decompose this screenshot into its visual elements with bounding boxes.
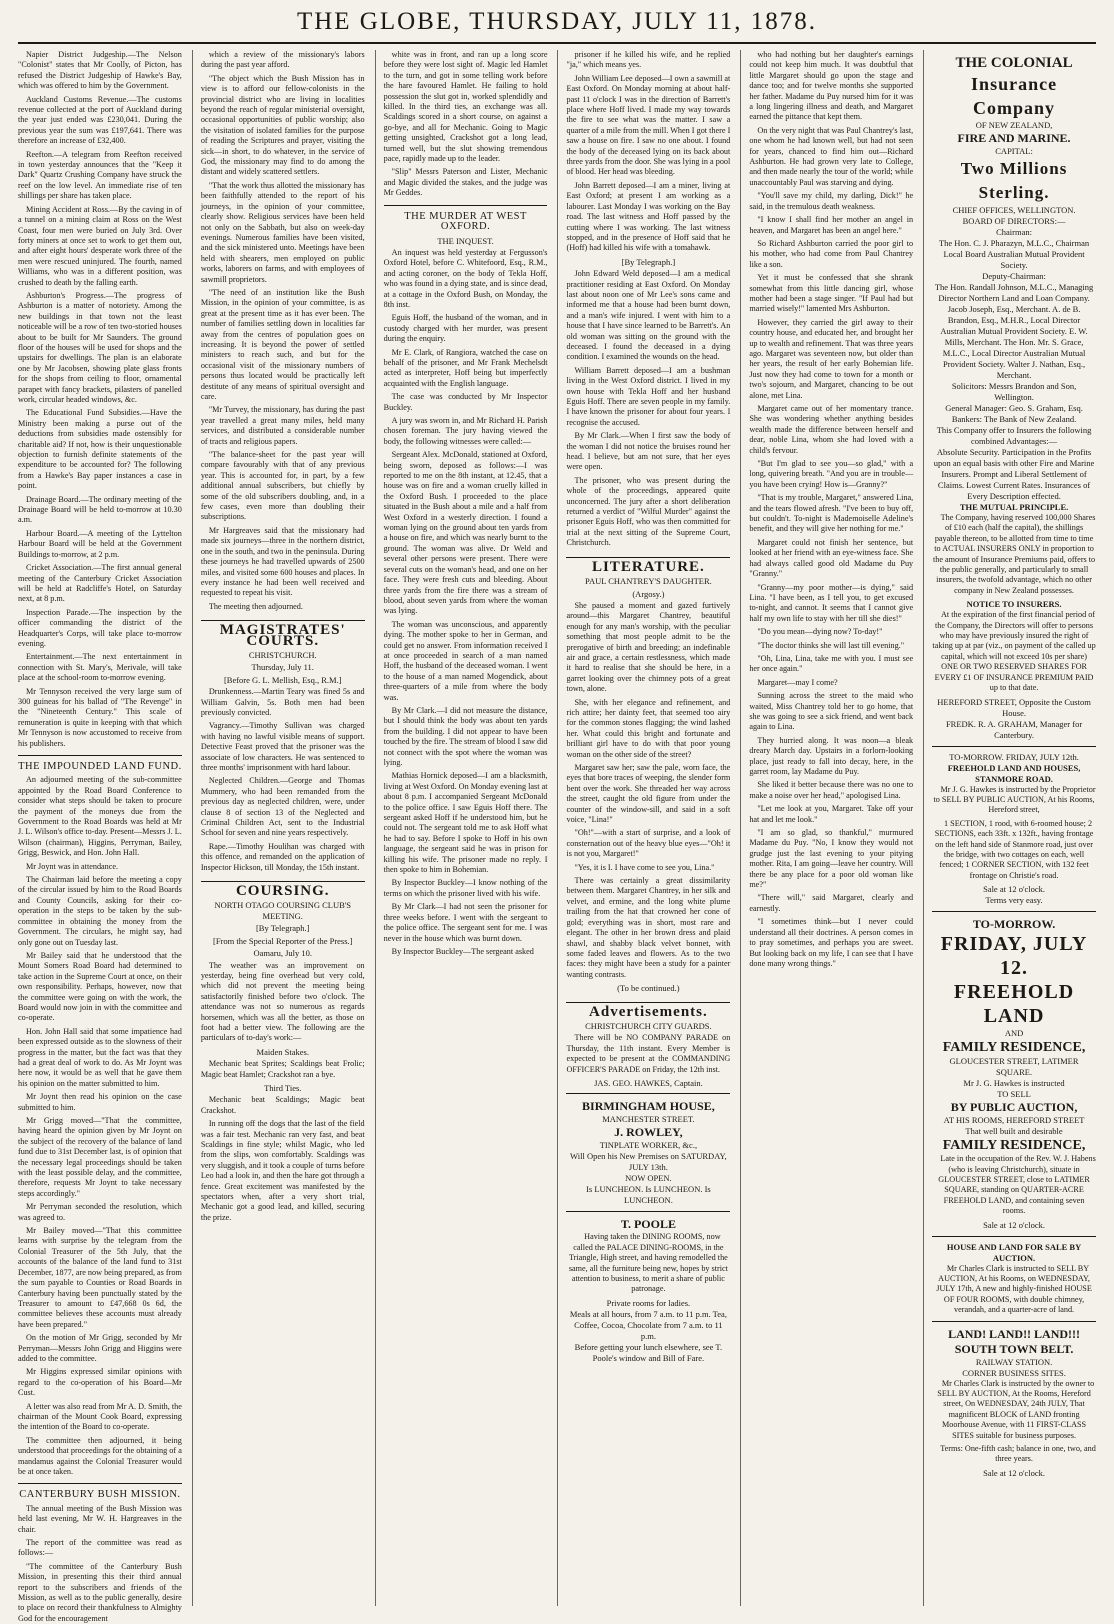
advert-title: FRIDAY, JULY 12.	[940, 933, 1088, 980]
article-paragraph: Hon. John Hall said that some impatience had been expressed outside as to the slowness of their progress in the matter, but the fact was that they had a great deal of work to do. As Mr Joynt was here now, it would be as well that he gave them his opinion on the matter submitted to him.	[18, 1026, 182, 1088]
advert-text: Terms: One-fifth cash; balance in one, two, and three years.	[940, 1444, 1096, 1464]
article-paragraph: "That is my trouble, Margaret," answered Lina, and the tears flowed afresh. "I've been to buy off, but couldn't. To-night is Mademoiselle Adeline's benefit, and they will give her nothing for me."	[749, 493, 914, 534]
subheading: [By Telegraph.]	[255, 923, 310, 934]
subheading: CHRISTCHURCH CITY GUARDS.	[585, 1020, 712, 1031]
article-paragraph: John Edward Weld deposed—I am a medical practitioner residing at East Oxford. On Monday last about noon one of Mr Lee's sons came and informed me that a house had been burnt down, and a man's wife injured. I went with him to a house that I have since learned to be Barrett's. An old woman was sitting on the ground with the deceased. I found the deceased in a dying condition. I examined the wounds on the head.	[566, 269, 731, 362]
article-paragraph: "Slip" Messrs Paterson and Lister, Mechanic and Magic divided the stakes, and the judge was Mr Geddes.	[383, 167, 548, 198]
section-heading: LITERATURE.	[566, 557, 730, 572]
advert-text: Absolute Security. Participation in the Profits upon an equal basis with other Fire and Marine Insurers. Prompt and Liberal Settlement of Claims. Lowest Current Rates. Insurances of Every Description effected.	[933, 447, 1095, 501]
subheading: [From the Special Reporter of the Press.]	[212, 935, 353, 946]
column-6	[923, 50, 1096, 1606]
advert-text: At the expiration of the first financial period of the Company, the Directors will offer to persons who may have previously insured the right of taking up at par (viz., on payment of the called up capital, which will not exceed 10s per share) ONE OR TWO RESERVED SHARES FOR EVERY £1 OF INSURANCE PREMIUM PAID up to that date.	[932, 610, 1096, 693]
article-paragraph: Margaret—may I come?	[757, 677, 838, 687]
article-paragraph: prisoner if he killed his wife, and he replied "ja," which means yes.	[566, 50, 731, 70]
advert-title: Insurance Company	[971, 74, 1058, 118]
article-paragraph: John William Lee deposed—I own a sawmill at East Oxford. On Monday morning at about half-past 11 o'clock I was in the direction of Barrett's place where Hoff lived. I made my way towards the fire to see what was the matter. I saw a quarter of a mile from the mill. When I got there I saw a house on fire. I saw no one about. I found the body of the deceased lying on its back about three yards from the door. She was lying in a pool of blood. Her head was bleeding.	[566, 73, 731, 177]
article-paragraph: Drainage Board.—The ordinary meeting of the Drainage Board will be held to-morrow at 10.30 a.m.	[18, 494, 182, 525]
article-paragraph: The woman was unconscious, and apparently dying. The mother spoke to her in German, and could get no answer. From information received I at once proceeded in search of a man named Hoff, the husband of the deceased woman. I went to the house of a man named Mogendick, about three-quarters of a mile from where the body was.	[383, 619, 548, 702]
article-paragraph: Mr Hargreaves said that the missionary had made six journeys—three in the northern district, one in the south, and two in the peninsula. During these journeys he had travelled upwards of 2500 miles, and visited some 600 houses and places. In every instance he had been well received and requested to repeat his visit.	[200, 525, 365, 598]
article-paragraph: Auckland Customs Revenue.—The customs revenue collected at the port of Auckland during the year just ended was £230,041. During the previous year the sum was £197,641. There was therefore an increase of £32,400.	[18, 94, 182, 146]
article-paragraph: The Educational Fund Subsidies.—Have the Ministry been making a purse out of the deductions from subsidies made ostensibly for charitable aid? If not, how is their unquestionable objection to furnish definite statements of the expenditure to be accounted for? The following from a Hawke's Bay paper instances a case in point.	[18, 408, 182, 491]
advert-text: Is LUNCHEON. Is LUNCHEON. Is LUNCHEON.	[586, 1184, 711, 1206]
advert-title: FAMILY RESIDENCE,	[942, 1138, 1086, 1154]
article-paragraph: "Granny—my poor mother—is dying," said Lina. "I have been, as I tell you, to get excused to-night, and cannot. It seems that I cannot give half my own life to stay with her till she dies!"	[749, 582, 914, 623]
divider	[932, 746, 1096, 747]
article-paragraph: "I sometimes think—but I never could understand all their doctrines. A person comes in to pray sometimes, and perhaps you are sweet. But looking back on my life, I can see that I have done many wrong things."	[749, 917, 914, 968]
article-paragraph: Mr Grigg moved—"That the committee, having heard the opinion given by Mr Joynt on the subject of the recovery of the balance of land fund due to 31st December last, is of opinion that the necessary legal proceedings should be taken with the least possible delay, and the committee, therefore, requests Mr Joynt to take necessary steps accordingly."	[18, 1116, 182, 1198]
subheading: Oamaru, July 10.	[253, 948, 313, 959]
advert-text: There will be NO COMPANY PARADE on Thursday, the 11th instant. Every Member is expected to be present at the COMMANDING OFFICER'S PARADE on Friday, the 12th inst.	[566, 1033, 731, 1074]
advert-text: Private rooms for ladies.	[606, 1297, 691, 1308]
advert-text: BY PUBLIC AUCTION,	[950, 1100, 1078, 1115]
advert-text: Chairman:	[996, 227, 1032, 237]
subheading: [Before G. L. Mellish, Esq., R.M.]	[223, 674, 342, 685]
article-paragraph: Rape.—Timothy Houlihan was charged with this offence, and remanded on the application of Inspector Hickson, till Monday, the 15th instant.	[200, 841, 365, 872]
advert-title: LAND! LAND!! LAND!!!	[948, 1326, 1081, 1341]
article-paragraph: Harbour Board.—A meeting of the Lyttelton Harbour Board will be held at the Government Buildings to-morrow, at 2 p.m.	[18, 528, 182, 559]
article-paragraph: "Do you mean—dying now? To-day!"	[757, 627, 883, 637]
advert-text: NOTICE TO INSURERS.	[966, 599, 1062, 610]
advert-subtitle: MANCHESTER STREET.	[602, 1114, 695, 1125]
article-paragraph: Neglected Children.—George and Thomas Mummery, who had been remanded from the previous day as neglected children, were, under clause 8 of section 13 of the Neglected and Criminal Children Act, sent to the Industrial School for seven and nine years respectively.	[200, 776, 365, 838]
article-paragraph: Mr Joynt was in attendance.	[26, 861, 119, 871]
columns	[18, 50, 1096, 1623]
advert-text: GLOUCESTER STREET, LATIMER SQUARE.	[949, 1056, 1079, 1078]
article-paragraph: She liked it better because there was no one to make a noise over her head," apologised Lina.	[749, 780, 914, 800]
advert-house-and-land	[932, 1236, 1096, 1479]
article-paragraph: The annual meeting of the Bush Mission was held last evening, Mr W. H. Hargreaves in the chair.	[18, 1503, 182, 1534]
article-paragraph: They hurried along. It was noon—a bleak dreary March day. Upstairs in a forlorn-looking place, just ready to fall into decay, here, in the garret room, lay Madame du Puy.	[749, 735, 914, 776]
article-paragraph: "The need of an institution like the Bush Mission, in the opinion of your committee, is as great at the present time as it has ever been. The number of families settling down in localities far away from the centres of population goes on increasing. It is beyond the power of settled ministers to reach such, and but for the occasional visit of the missionary numbers of persons thus located would be practically left destitute of any means of spiritual oversight and care.	[200, 287, 365, 401]
section-heading: THE MURDER AT WEST OXFORD.	[404, 210, 527, 233]
article-paragraph: In running off the dogs that the last of the field was a fair test. Mechanic ran very fast, and beat Scaldings in fine style; whilst Magic, who led from the slips, won comfortably. Scaldings was very sluggish, and it took a couple of turns before Leo had a look in, and then the hare got through a fence. Great excitement was manifested by the spectators when, after a very short trial, Mechanic got a good lead, and killed, securing the prize.	[200, 1119, 365, 1222]
divider	[932, 1321, 1096, 1322]
advert-text: The Company, having reserved 100,000 Shares of £10 each (half the capital), the shillings payable thereon, to be allotted from time to time to ACTUAL INSURERS ONLY in proportion to the amount of Insurance Premiums paid, offers to the public generally, and particularly to small insurers, the twofold advantage, which no other company in New Zealand possesses.	[932, 513, 1096, 595]
advert-title: FREEHOLD LAND	[953, 981, 1075, 1028]
advert-text: The Hon. C. J. Pharazyn, M.L.C., Chairman Local Board Australian Mutual Provident Society.	[938, 238, 1090, 270]
subheading: THE INQUEST.	[437, 235, 494, 246]
advert-poole	[566, 1211, 730, 1363]
article-paragraph: Cricket Association.—The first annual general meeting of the Canterbury Cricket Association will be held at Radcliffe's Hotel, on Saturday next, at 8 p.m.	[18, 563, 182, 604]
article-paragraph: By Inspector Buckley—The sergeant asked	[391, 946, 534, 956]
article-paragraph: Mr Perryman seconded the resolution, which was agreed to.	[18, 1202, 182, 1222]
article-paragraph: "But I'm glad to see you—so glad," with a long, quivering breath. "And you are in trouble—you have been crying! How is—Granny?"	[749, 459, 914, 489]
article-paragraph: However, they carried the girl away to their country house, and educated her, and brought her up to wealth and refinement. That was three years ago. Margaret was seventeen now, but older than her years, the result of her early Bohemian life. Just now they had come to town for a month or two's sojourn, and Margaret, chancing to be out alone, met Lina.	[749, 317, 914, 400]
advert-title: HOUSE AND LAND FOR SALE BY AUCTION.	[946, 1241, 1082, 1263]
article-paragraph: A letter was also read from Mr A. D. Smith, the chairman of the Mount Cook Board, expressing the intention of the Board to co-operate.	[18, 1401, 182, 1432]
advert-text: Solicitors: Messrs Brandon and Son, Wellington.	[951, 381, 1077, 402]
advert-text: Before getting your lunch elsewhere, see T. Poole's window and Bill of Fare.	[574, 1341, 723, 1363]
advert-text: Mr Charles Clark is instructed by the owner to SELL BY AUCTION, At the Rooms, Hereford street, On WEDNESDAY, 24th JULY, That magnificent BLOCK of LAND fronting Moorhouse Avenue, with 11 FIRST-CLASS SITES suitable for business purposes.	[937, 1378, 1095, 1440]
advert-text: Mr J. G. Hawkes is instructed by the Proprietor to SELL BY PUBLIC AUCTION, At his Rooms, Hereford street,	[933, 784, 1096, 815]
advert-colonial-insurance	[932, 54, 1096, 741]
advert-subtitle: FIRE AND MARINE.	[957, 131, 1071, 145]
article-paragraph: "I know I shall find her mother an angel in heaven, and Margaret has been an angel here."	[749, 215, 914, 235]
article-paragraph: "That the work thus allotted the missionary has been faithfully attended to the report of his journeys, in the opinion of your committee, clearly show. Religious services have been held not only on the Sabbath, but also on week-day evenings. Numerous families have been visited, and the sick ministered unto. Meetings have been held with shearers, men employed on public works, laborers on farms, and with employees of sawmill proprietors.	[200, 180, 365, 284]
column-3	[375, 50, 548, 1606]
advert-text: Terms very easy.	[985, 895, 1043, 906]
article-paragraph: Mr Bailey said that he understood that the Mount Somers Road Board had determined to take action in the Supreme Court at once, on their own responsibility. Perhaps, however, now that the committee were going on with the work, the Board would now join in with the committee and co-operate.	[18, 950, 182, 1023]
article-paragraph: Mr Tennyson received the very large sum of 300 guineas for his ballad of "The Revenge" in the "Nineteenth Century." This scale of remuneration is quite in keeping with that which Mr Tennyson is now accustomed to receive from his publishers.	[18, 686, 182, 748]
divider	[932, 911, 1096, 912]
advert-name: T. POOLE	[620, 1217, 676, 1232]
subheading: CHRISTCHURCH.	[248, 649, 317, 660]
article-paragraph: "You'll save my child, my darling, Dick!" he said, in the tremulous death weakness.	[749, 191, 914, 211]
advert-text: Meals at all hours, from 7 a.m. to 11 p.m. Tea, Coffee, Cocoa, Chocolate from 7 a.m. to 11 p.m.	[569, 1308, 727, 1341]
article-paragraph: "There will," said Margaret, clearly and earnestly.	[749, 893, 914, 913]
article-paragraph: So Richard Ashburton carried the poor girl to his mother, who had come from Paul Chantrey like a son.	[749, 238, 914, 269]
advert-text: That well built and desirable	[965, 1126, 1063, 1137]
article-paragraph: She, with her elegance and refinement, and rich attire; her dainty feet, that seemed too airy for the common stones flagging; the wind lashed her. What could this bright and fortunate and brilliant girl have to do with that poor young woman on the other side of the street?	[566, 697, 731, 759]
advert-text: Will Open his New Premises on SATURDAY, JULY 13th.	[570, 1151, 727, 1173]
article-paragraph: white was in front, and ran up a long score before they were lost sight of. Magic led Hamlet to the turn, and got in some telling work before the hare favoured Hamlet. He failing to hold possession the slut got in, worked splendidly and killed. In the third ties, an exchange was all. Scaldings scored in a short course, on against a go-bye, and all for Mechanic. Going to Magic getting unsighted, Crackshot got a long lead, turned well, but the slut showing tremendous pace, rapidly made up to the leader.	[383, 50, 548, 164]
article-paragraph: "Yes, it is I. I have come to see you, Lina."	[574, 862, 715, 872]
advert-text: CAPITAL:	[995, 146, 1033, 156]
advert-title: THE COLONIAL	[955, 55, 1073, 71]
advert-title: FAMILY RESIDENCE,	[942, 1040, 1086, 1056]
article-paragraph: who had nothing but her daughter's earnings could not keep him much. It was doubtful that little Margaret should go upon the stage and dance too; and for twelve months she supported her father. Madame du Puy nursed him for it was a long lingering illness and death, and Margaret earned the pittance that kept them.	[749, 50, 914, 122]
advert-text: Late in the occupation of the Rev. W. J. Habens (who is leaving Christchurch), situate in GLOUCESTER STREET, close to LATIMER SQUARE, standing on QUARTER-ACRE FREEHOLD LAND, and containing seven rooms.	[938, 1154, 1096, 1216]
advert-name: J. ROWLEY,	[614, 1125, 683, 1140]
article-paragraph: Sergeant Alex. McDonald, stationed at Oxford, being sworn, deposed as follows:—I was reported to me on the 8th instant, at 12.45, that a house was on fire and a woman cruelly killed in the Oxford Bush. I proceeded to the place situated in the Bush about a mile and a half from West Oxford in a westerly direction. I found a woman lying on the ground about ten yards from a house on fire, and which was nearly burnt to the ground. The woman was alive. Dr Weld and several other persons were present. There were several cuts on the woman's head, and one on her face. They were fresh cuts and bleeding. About three yards from the fire there was a stream of blood, about seven yards from where the woman was lying.	[383, 450, 548, 616]
column-2	[192, 50, 365, 1606]
advert-text: CHIEF OFFICES, WELLINGTON.	[952, 205, 1076, 215]
advert-text: Mr J. G. Hawkes is instructed	[963, 1078, 1065, 1089]
advert-text: Sale at 12 o'clock.	[983, 884, 1046, 895]
divider	[18, 1483, 182, 1484]
subheading: [By Telegraph.]	[621, 256, 676, 267]
article-paragraph: Vagrancy.—Timothy Sullivan was charged with having no lawful visible means of support. Detective Feast proved that the prisoner was the associate of low characters. He was sentenced to three months' imprisonment with hard labour.	[200, 721, 365, 772]
advert-title: TO-MORROW.	[972, 917, 1056, 932]
article-paragraph: Margaret could not finish her sentence, but looked at her friend with an eye-witness face. She had always called good old Madame du Puy "Granny."	[749, 537, 914, 579]
advert-stanmore-road	[932, 746, 1096, 907]
article-paragraph: The report of the committee was read as follows:—	[18, 1538, 182, 1558]
advert-text: This Company offer to Insurers the following combined Advantages:—	[936, 425, 1092, 446]
section-heading: THE IMPOUNDED LAND FUND.	[18, 761, 182, 772]
advert-text: AT HIS ROOMS, HEREFORD STREET	[943, 1115, 1085, 1126]
divider	[384, 205, 548, 206]
article-paragraph: Ashburton's Progress.—The progress of Ashburton is a matter of notoriety. Among the new buildings in that town not the least noticeable will be a row of ten two-storied houses about to be built for Mr Saunders. The ground floor of the houses will be used for shops and the upstairs for dwellings. The plan is an elaborate one by Mr Jacobsen, showing plate glass fronts for the shops from ceiling to floor, ornamental parapet with fancy brackets, pilasters of panelled work, circular headed windows, &c.	[18, 290, 182, 404]
article-paragraph: By Mr Clark.—When I first saw the body of the woman I did not notice the bruises round her head. I believe, but am not sure, that her eyes were open.	[566, 431, 731, 472]
advert-text: TO-MORROW. FRIDAY, JULY 12th.	[949, 751, 1079, 762]
section-heading: COURSING.	[201, 881, 365, 896]
article-paragraph: Sunning across the street to the maid who waited, Miss Chantrey told her to go home, that she was going to see a sick friend, and went back again to Lina.	[749, 691, 914, 732]
article-paragraph: "The committee of the Canterbury Bush Mission, in presenting this their third annual report to the subscribers and friends of the Mission, as well as to the public generally, desire to place on record their thankfulness to Almighty God for the encouragement	[18, 1561, 182, 1623]
masthead-title: THE GLOBE, THURSDAY, JULY 11, 1878.	[18, 8, 1096, 44]
divider	[932, 1236, 1096, 1237]
article-paragraph: Mr Joynt then read his opinion on the case submitted to him.	[18, 1092, 182, 1112]
advert-signature: FREDK. R. A. GRAHAM, Manager for Canterbury.	[945, 718, 1083, 740]
article-paragraph: Eguis Hoff, the husband of the woman, and in custody charged with her murder, was present during the enquiry.	[383, 313, 548, 344]
article-paragraph: By Mr Clark.—I did not measure the distance, but I should think the body was about ten yards from the building. I did not appear to have been touched by the fire. The stream of blood I saw did not connect with the spot where the woman was lying.	[383, 705, 548, 767]
advert-text: TO SELL	[997, 1089, 1031, 1100]
column-1	[18, 50, 182, 1623]
article-paragraph: There was certainly a great dissimilarity between them. Margaret Chantrey, in her silk and velvet, and ermine, and the long white plume trailing from the hat that crowned her cone of gold; everything was in short, most rare and elegant. The other in her brown dress and plaid shawl, and shabby black velvet bonnet, with some faded leaves and flowers. As to the two faces: they might have been a study for a painter wanting contrasts.	[566, 876, 731, 979]
column-4	[557, 50, 730, 1606]
subheading: PAUL CHANTREY'S DAUGHTER.	[585, 576, 712, 587]
article-paragraph: Mathias Hornick deposed—I am a blacksmith, living at West Oxford. On Monday evening last at about 8 p.m. I accompanied Sergeant McDonald to the police office. I saw Eguis Hoff there. The sergeant asked Hoff if he understood him, but he could not. The sergeant told me to ask Hoff what he had to say. Before I spoke to Hoff in his own language, the sergeant said he was in prison for killing his wife. The prisoner made no reply. I then spoke to him in Bohemian.	[383, 771, 548, 875]
article-paragraph: Margaret saw her; saw the pale, worn face, the eyes that bore traces of weeping, the slender form bent over the work. She threaded her way across the street, caught the old figure from under the counter of the window-sill, and said in a soft voice, "Lina!"	[566, 763, 731, 825]
article-paragraph: By Mr Clark—I had not seen the prisoner for three weeks before. I went with the sergeant to the police office. The sergeant sent for me. I was never in the house which was burnt down.	[383, 902, 548, 943]
article-paragraph: Mr E. Clark, of Rangiora, watched the case on behalf of the prisoner, and Mr Frank Mechelsdt acted as interpreter, Hoff being but imperfectly acquainted with the English language.	[383, 347, 548, 388]
article-paragraph: "Let me look at you, Margaret. Take off your hat and let me look."	[749, 804, 914, 824]
article-paragraph: On the very night that was Paul Chantrey's last, one whom he had known well, but had not seen for years, chanced to find him out—Richard Ashburton. He had grown very late to College, and then made nearly the tour of the world; while unaccountably Paul was starving and dying.	[749, 125, 914, 187]
article-paragraph: She paused a moment and gazed furtively around—this Margaret Chantrey, beautiful enough for any man's worship, with the peculiar something that most people admit to be the prerogative of birth and breeding; an indefinable air and grace, a certain restlessness, which made it hard to realise that she should be here, in a garret looking over the chimney pots of a great town, alone.	[566, 600, 731, 694]
advert-capital: Two Millions Sterling.	[960, 159, 1068, 202]
divider	[566, 1211, 730, 1212]
advert-signature: JAS. GEO. HAWKES, Captain.	[594, 1077, 703, 1088]
advert-text: Sale at 12 o'clock.	[983, 1219, 1046, 1230]
advert-text: THE MUTUAL PRINCIPLE.	[959, 502, 1069, 512]
article-paragraph: Mechanic beat Sprites; Scaldings beat Frolic; Magic beat Hamlet; Crackshot ran a bye.	[200, 1059, 365, 1079]
article-paragraph: "Oh, Lina, Lina, take me with you. I must see her once again."	[749, 653, 914, 674]
article-paragraph: "The doctor thinks she will last till evening."	[757, 640, 905, 650]
subheading: NORTH OTAGO COURSING CLUB'S MEETING.	[214, 900, 352, 921]
article-paragraph: Mechanic beat Scaldings; Magic beat Crackshot.	[200, 1095, 365, 1115]
advert-text: Jacob Joseph, Esq., Merchant. A. de B. Brandon, Esq., M.H.R., Local Director Australian Mutual Provident Society. E. W. Mills, Merchant. The Hon. Mr. S. Grace, M.L.C., Local Director Australian Mutual Provident Society. Walter J. Nathan, Esq., Merchant.	[940, 304, 1088, 380]
divider	[566, 1093, 730, 1094]
advert-subtitle: OF NEW ZEALAND,	[975, 120, 1053, 130]
article-paragraph: Entertainment.—The next entertainment in connection with St. Mary's, Merivale, will take place at the school-room to-morrow evening.	[18, 652, 182, 683]
advert-title: FREEHOLD LAND AND HOUSES, STANMORE ROAD.	[947, 762, 1081, 784]
article-paragraph: On the motion of Mr Grigg, seconded by Mr Perryman—Messrs John Grigg and Higgins were added to the committee.	[18, 1333, 182, 1363]
advert-text: CORNER BUSINESS SITES.	[962, 1367, 1066, 1378]
article-paragraph: Reefton.—A telegram from Reefton received in town yesterday announces that the "Keep it Dark" Quartz Crushing Company have struck the reef on the low level. An immediate rise of ten shillings per share has taken place.	[18, 149, 182, 201]
article-paragraph: Yet it must be confessed that she shrank somewhat from this little dancing girl, whose mother had been a stage singer. "If Paul had but married wisely!" lamented Mrs Ashburton.	[749, 273, 914, 314]
advert-text: Deputy-Chairman:	[982, 271, 1046, 281]
advert-text: Bankers: The Bank of New Zealand.	[951, 414, 1077, 424]
advert-text: AND	[1004, 1028, 1024, 1039]
article-paragraph: The committee then adjourned, it being understood that proceedings for the obtaining of a mandamus against the Colonial Treasurer would be at once taken.	[18, 1435, 182, 1476]
advert-title: BIRMINGHAM HOUSE,	[582, 1099, 715, 1114]
divider	[18, 755, 182, 756]
article-paragraph: Margaret came out of her momentary trance. She was wondering whether anything besides wealth made the difference between herself and dear, noble Lina, whom she had loved with a child's fervour.	[749, 404, 914, 455]
article-paragraph: which a review of the missionary's labors during the past year afford.	[200, 50, 365, 70]
column-5	[740, 50, 913, 1606]
article-paragraph: William Barrett deposed—I am a bushman living in the West Oxford district. I lived in my own house with Tekla Hoff and her husband Eguis Hoff. There are seven people in my family. I have known the prisoner for about four years. I recognise the accused.	[566, 365, 731, 427]
article-paragraph: "Oh!"—with a start of surprise, and a look of consternation out of the heavy blue eyes—"Oh! it is not you, Margaret!"	[566, 828, 731, 859]
article-paragraph: Mr Bailey moved—"That this committee learns with surprise by the telegram from the Colonial Treasurer of the 5th July, that the accounts of the balance of the land fund to 31st December, 1877, are now being prepared, as from the sum payable to Counties or Road Boards in Canterbury having been punctually stated by the Treasurer to amount to £47,668 0s 6d, the committee believes these accounts must already have been prepared."	[18, 1226, 182, 1329]
advert-text: HEREFORD STREET, Opposite the Custom House.	[937, 696, 1091, 718]
article-paragraph: "I am so glad, so thankful," murmured Madame du Puy. "No, I know they would not grudge just the last evening to your pitying mother. Rita, I am going—leave her country. Will there be any place for a poor old woman like me?"	[749, 828, 914, 890]
article-paragraph: An adjourned meeting of the sub-committee appointed by the Road Board Conference to consider what steps should be taken to procure the payment of the moneys due from the Government to the Road Boards was held at Mr J. L. Wilson's office to-day. Present—Messrs J. L. Wilson (chairman), Higgins, Perryman, Bailey, Grigg, Beswick, and Hon. John Hall.	[18, 775, 182, 858]
advert-text: The Hon. Randall Johnson, M.L.C., Managing Director Northern Land and Loan Company.	[934, 282, 1094, 303]
article-paragraph: Drunkenness.—Martin Teary was fined 5s and William Galvin, 5s. Both men had been previously convicted.	[200, 687, 365, 717]
article-paragraph: The weather was an improvement on yesterday, being fine overhead but very cold, which did not prevent the meeting being satisfactorily finished before two o'clock. The attendance was not so numerous as regards horsemen, which was all the better, as those on foot had a better view. The following are the particulars of to-day's work:—	[200, 960, 365, 1043]
advert-birmingham-house	[566, 1093, 730, 1206]
advert-text: RAILWAY STATION.	[975, 1356, 1053, 1367]
article-paragraph: "The balance-sheet for the past year will compare favourably with that of any previous year. This is accounted for, in part, by a few additional annual subscribers, but chiefly by some of the old subscribers doubling, and, in a few cases, even more than doubling their subscriptions.	[200, 450, 365, 522]
article-paragraph: The Chairman laid before the meeting a copy of the circular issued by him to the Road Boards and County Councils, asking for their co-operation in the steps to be taken by the sub-committee in obtaining the money from the Government. The circulars, he might say, had only gone out on Tuesday last.	[18, 875, 182, 947]
advert-text: General Manager: Geo. S. Graham, Esq.	[945, 403, 1083, 413]
subheading: Thursday, July 11.	[251, 662, 314, 673]
advert-text: BOARD OF DIRECTORS:—	[962, 216, 1066, 226]
advert-trade: TINPLATE WORKER, &c.,	[599, 1140, 698, 1151]
article-paragraph: A jury was sworn in, and Mr Richard H. Parish chosen foreman. The jury having viewed the body, the following witnesses were called:—	[383, 416, 548, 446]
article-paragraph: "Mr Turvey, the missionary, has during the past year travelled a great many miles, held many services, and distributed a considerable number of tracts and religious papers.	[200, 405, 365, 446]
section-heading: CANTERBURY BUSH MISSION.	[19, 1489, 181, 1501]
advert-text: Sale at 12 o'clock.	[983, 1467, 1046, 1478]
subheading: Maiden Stakes.	[256, 1046, 309, 1057]
subheading: (Argosy.)	[632, 588, 665, 599]
article-paragraph: Inspection Parade.—The inspection by the officer commanding the district of the Headquarter's Corps, will take place to-morrow evening.	[18, 607, 182, 648]
section-heading: Advertisements.	[566, 1002, 730, 1017]
article-paragraph: The case was conducted by Mr Inspector Buckley.	[383, 392, 548, 412]
article-paragraph: Mining Accident at Ross.—By the caving in of a tunnel on a mining claim at Ross on the West Coast, four men were buried on July 3rd. Over forty miners at once set to work to get them out, and after eight hours' desperate work three of the men were rescued uninjured. The fourth, named Williams, who was in a different position, was crushed to death by the falling earth.	[18, 204, 182, 287]
advert-family-residence	[932, 911, 1096, 1230]
article-paragraph: "The object which the Bush Mission has in view is to afford our fellow-colonists in the provincial district who are living in localities beyond the reach of regular ministerial oversight, occasional opportunities of public worship; also the visitation of isolated families for the purpose of reading the Scriptures and prayer, visiting the sick—in short, to do whatever, in the service of God, the missionary may find to do among the distant and widely scattered settlers.	[200, 73, 365, 177]
article-paragraph: The meeting then adjourned.	[208, 601, 303, 611]
advert-text: NOW OPEN.	[625, 1173, 672, 1184]
article-paragraph: An inquest was held yesterday at Fergusson's Oxford Hotel, before C. Whitefoord, Esq., R.M., and acting coroner, on the body of Tekla Hoff, who was found in a dying state, and is since dead, at a cottage in the Oxford Bush, on Monday, the 8th inst.	[383, 247, 548, 309]
advert-text: Mr Charles Clark is instructed to SELL BY AUCTION, At his Rooms, on WEDNESDAY, JULY 17th, A new and highly-finished HOUSE OF FOUR ROOMS, with double chimney, verandah, and a quarter-acre of land.	[936, 1263, 1092, 1315]
article-paragraph: John Barrett deposed—I am a miner, living at East Oxford; at present I am working as a labourer. Last Monday I was working on the Bay road. The last witness and Hoff passed by the cutting where I was working. The last witness stopped, and in the presence of Hoff said that he (Hoff) had killed his wife with a tomahawk.	[566, 180, 731, 253]
article-paragraph: By Inspector Buckley—I know nothing of the terms on which the prisoner lived with his wife.	[383, 878, 548, 898]
article-paragraph: Napier District Judgeship.—The Nelson "Colonist" states that Mr Coolly, of Picton, has refused the District Judgeship of Hawke's Bay, which was offered to him by the Government.	[18, 50, 182, 91]
advert-title: SOUTH TOWN BELT.	[954, 1341, 1074, 1356]
subheading: (To be continued.)	[617, 983, 680, 994]
subheading: Third Ties.	[264, 1082, 302, 1093]
section-heading: MAGISTRATES' COURTS.	[201, 620, 365, 646]
advert-text: Having taken the DINING ROOMS, now called the PALACE DINING-ROOMS, in the Triangle, High street, and having remodelled the same, all the furniture being new, hopes by strict attention to business, to merit a share of public patronage.	[568, 1232, 728, 1294]
article-paragraph: The prisoner, who was present during the whole of the proceedings, appeared quite unconcerned. The jury after a short deliberation returned a verdict of "Wilful Murder" against the prisoner Eguis Hoff, who was then committed for trial at the next sitting of the Supreme Court, Christchurch.	[566, 475, 731, 548]
advert-text: 1 SECTION, 1 rood, with 6-roomed house; 2 SECTIONS, each 33ft. x 132ft., having frontage on the left hand side of Stanmore road, just over the bridge, with two cottages on each, well fenced; 1 CORNER SECTION, with 132 feet frontage on Christie's road.	[934, 818, 1094, 880]
article-paragraph: Mr Higgins expressed similar opinions with regard to the co-operation of his Board—Mr Cust.	[18, 1367, 182, 1398]
